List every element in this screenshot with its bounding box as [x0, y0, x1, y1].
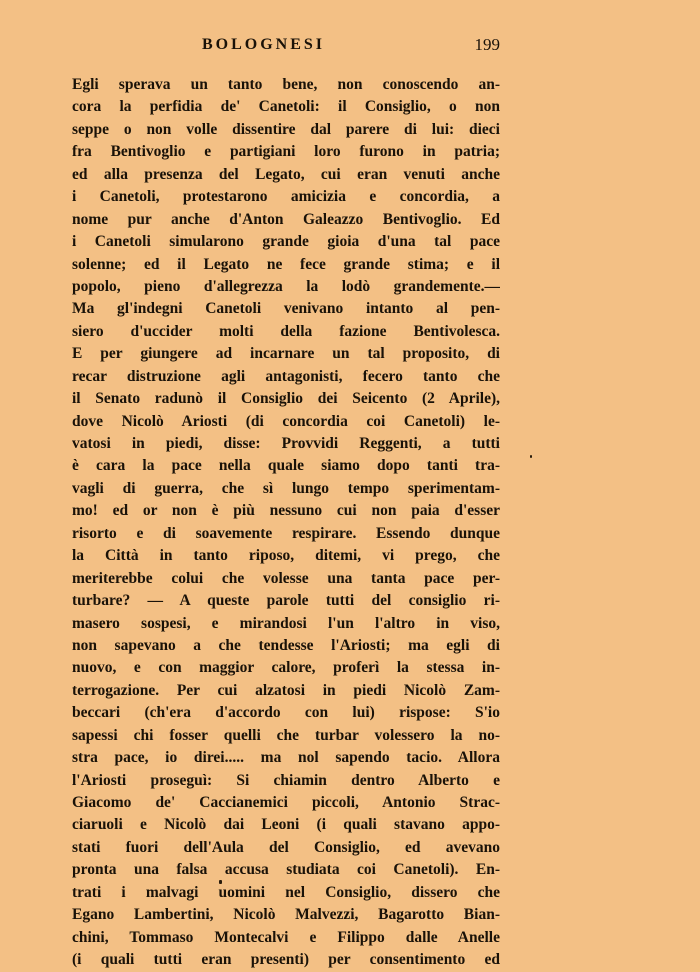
text-line: vatosi in piedi, disse: Provvidi Reggenti, a tutti — [72, 435, 500, 452]
text-line: vagli di guerra, che sì lungo tempo sperimentam- — [72, 479, 500, 497]
text-line: terrogazione. Per cui alzatosi in piedi Nicolò Zam- — [72, 681, 500, 699]
text-line: sapessi chi fosser quelli che turbar volessero la no- — [72, 726, 500, 744]
text-line: recar distruzione agli antagonisti, fecero tanto che — [72, 367, 500, 385]
text-line: i Canetoli simularono grande gioia d'una tal pace — [72, 233, 500, 251]
text-line: chini, Tommaso Montecalvi e Filippo dalle Anelle — [72, 928, 500, 946]
text-line: il Senato radunò il Consiglio dei Seicento (2 Aprile), — [72, 390, 500, 408]
page-number: 199 — [474, 35, 500, 54]
text-line: mo! ed or non è più nessuno cui non paia d'esser — [72, 502, 500, 520]
text-line: fra Bentivoglio e partigiani loro furono in patria; — [72, 143, 500, 161]
text-line: nuovo, e con maggior calore, proferì la stessa in- — [72, 659, 500, 677]
text-line: non sapevano a che tendesse l'Ariosti; ma egli di — [72, 636, 500, 654]
text-line: beccari (ch'era d'accordo con lui) rispose: S'io — [72, 704, 500, 722]
text-line: E per giungere ad incarnare un tal proposito, di — [72, 345, 500, 363]
text-line: turbare? — A queste parole tutti del consiglio ri- — [72, 592, 500, 610]
ink-speck — [530, 455, 532, 458]
text-line: stra pace, io direi..... ma nol sapendo tacio. Allora — [72, 749, 500, 767]
text-line: risorto e di soavemente respirare. Essendo dunque — [72, 524, 500, 542]
text-line: la Città in tanto riposo, ditemi, vi prego, che — [72, 547, 500, 565]
text-line: ed alla presenza del Legato, cui eran venuti anche — [72, 165, 500, 183]
text-line: popolo, pieno d'allegrezza la lodò grandemente.— — [72, 277, 500, 295]
text-line: pronta una falsa accusa studiata coi Canetoli). En- — [72, 861, 500, 879]
text-line: trati i malvagi uomini nel Consiglio, dissero che — [72, 883, 500, 901]
text-line: cora la perfidia de' Canetoli: il Consiglio, o non — [72, 98, 500, 116]
text-line: dove Nicolò Ariosti (di concordia coi Canetoli) le- — [72, 412, 500, 430]
text-line: solenne; ed il Legato ne fece grande stima; e il — [72, 255, 500, 273]
text-line: siero d'uccider molti della fazione Bentivolesca. — [72, 322, 500, 340]
text-line: l'Ariosti proseguì: Si chiamin dentro Alberto e — [72, 771, 500, 789]
body-text — [72, 74, 500, 972]
text-line: stati fuori dell'Aula del Consiglio, ed avevano — [72, 838, 500, 856]
text-line: i Canetoli, protestarono amicizia e concordia, a — [72, 188, 500, 206]
text-line: Egano Lambertini, Nicolò Malvezzi, Bagarotto Bian- — [72, 906, 500, 924]
text-line: masero sospesi, e mirandosi l'un l'altro in viso, — [72, 614, 500, 632]
text-line: Giacomo de' Caccianemici piccoli, Antonio Strac- — [72, 794, 500, 811]
text-line: ciaruoli e Nicolò dai Leoni (i quali stavano appo- — [72, 816, 500, 834]
text-line: seppe o non volle dissentire dal parere di lui: dieci — [72, 120, 500, 138]
text-line: Ma gl'indegni Canetoli venivano intanto al pen- — [72, 300, 500, 318]
text-line: meriterebbe colui che volesse una tanta pace per- — [72, 569, 500, 587]
text-line: è cara la pace nella quale siamo dopo tanti tra- — [72, 457, 500, 475]
ink-speck — [219, 880, 222, 884]
text-line: Egli sperava un tanto bene, non conoscendo an- — [72, 76, 500, 93]
text-line: nome pur anche d'Anton Galeazzo Bentivoglio. Ed — [72, 210, 500, 228]
running-title: BOLOGNESI — [202, 36, 326, 53]
text-line: (i quali tutti eran presenti) per consentimento ed — [72, 951, 500, 969]
running-head — [72, 36, 500, 60]
